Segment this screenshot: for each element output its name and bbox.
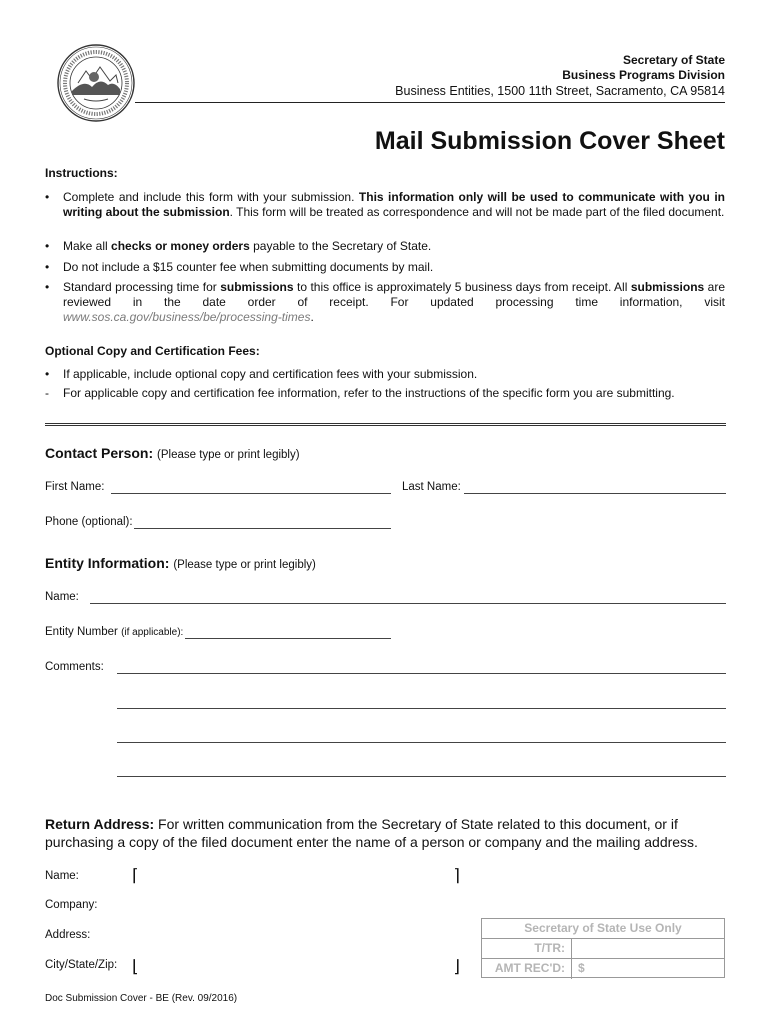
return-city-label: City/State/Zip: [45,959,118,971]
first-name-field[interactable] [111,493,391,494]
form-footer: Doc Submission Cover - BE (Rev. 09/2016) [45,993,238,1004]
comments-line-4[interactable] [117,776,726,777]
comments-line-1[interactable] [117,673,726,674]
agency-address: Business Entities, 1500 11th Street, Sacramento, CA 95814 [395,84,725,98]
division-name: Business Programs Division [562,68,725,82]
ttr-row [482,939,724,959]
bracket-bottom-right-icon: ⌋ [453,957,460,976]
comments-label: Comments: [45,661,104,673]
office-use-box [481,918,725,978]
first-name-label: First Name: [45,481,105,493]
bullet-icon: • [45,239,50,253]
return-address-instructions: Return Address: For written communication from the Secretary of State related to this document, or if purchasing a copy of the filed document enter the name of a person or company and the mailing address. [45,816,698,850]
return-name-label: Name: [45,870,79,882]
last-name-label: Last Name: [402,481,461,493]
entity-number-field[interactable] [185,638,391,639]
bullet-icon: • [45,280,50,294]
entity-name-field[interactable] [90,603,726,604]
entity-section-title: Entity Information: (Please type or print legibly) [45,555,316,571]
bullet-icon: • [45,367,50,381]
contact-section-title: Contact Person: (Please type or print legibly) [45,445,300,461]
bracket-top-right-icon: ⌉ [453,866,460,885]
comments-line-3[interactable] [117,742,726,743]
dash-bullet-icon: - [45,386,49,400]
amount-value: $ [578,961,585,975]
phone-label: Phone (optional): [45,516,133,528]
amount-label: AMT REC'D: [482,959,572,979]
instructions-heading: Instructions: [45,166,118,180]
entity-name-label: Name: [45,591,79,603]
return-address-input-area[interactable] [132,867,460,975]
return-address-label: Address: [45,929,91,941]
entity-number-label: Entity Number (if applicable): [45,626,184,638]
processing-times-link[interactable]: www.sos.ca.gov/business/be/processing-times [63,310,311,324]
page-title: Mail Submission Cover Sheet [374,127,725,155]
bracket-top-left-icon: ⌈ [132,866,139,885]
comments-line-2[interactable] [117,708,726,709]
last-name-field[interactable] [464,493,726,494]
ttr-label: T/TR: [482,939,572,959]
office-use-heading: Secretary of State Use Only [482,919,724,939]
bracket-bottom-left-icon: ⌊ [132,957,139,976]
return-company-label: Company: [45,899,98,911]
bullet-icon: • [45,190,50,204]
amount-row [482,959,724,979]
bullet-icon: • [45,260,50,274]
fees-heading: Optional Copy and Certification Fees: [45,344,260,358]
phone-field[interactable] [134,528,391,529]
section-divider [45,423,726,426]
header-divider [135,102,725,103]
agency-name: Secretary of State [622,53,725,67]
california-great-seal-icon [56,43,136,123]
